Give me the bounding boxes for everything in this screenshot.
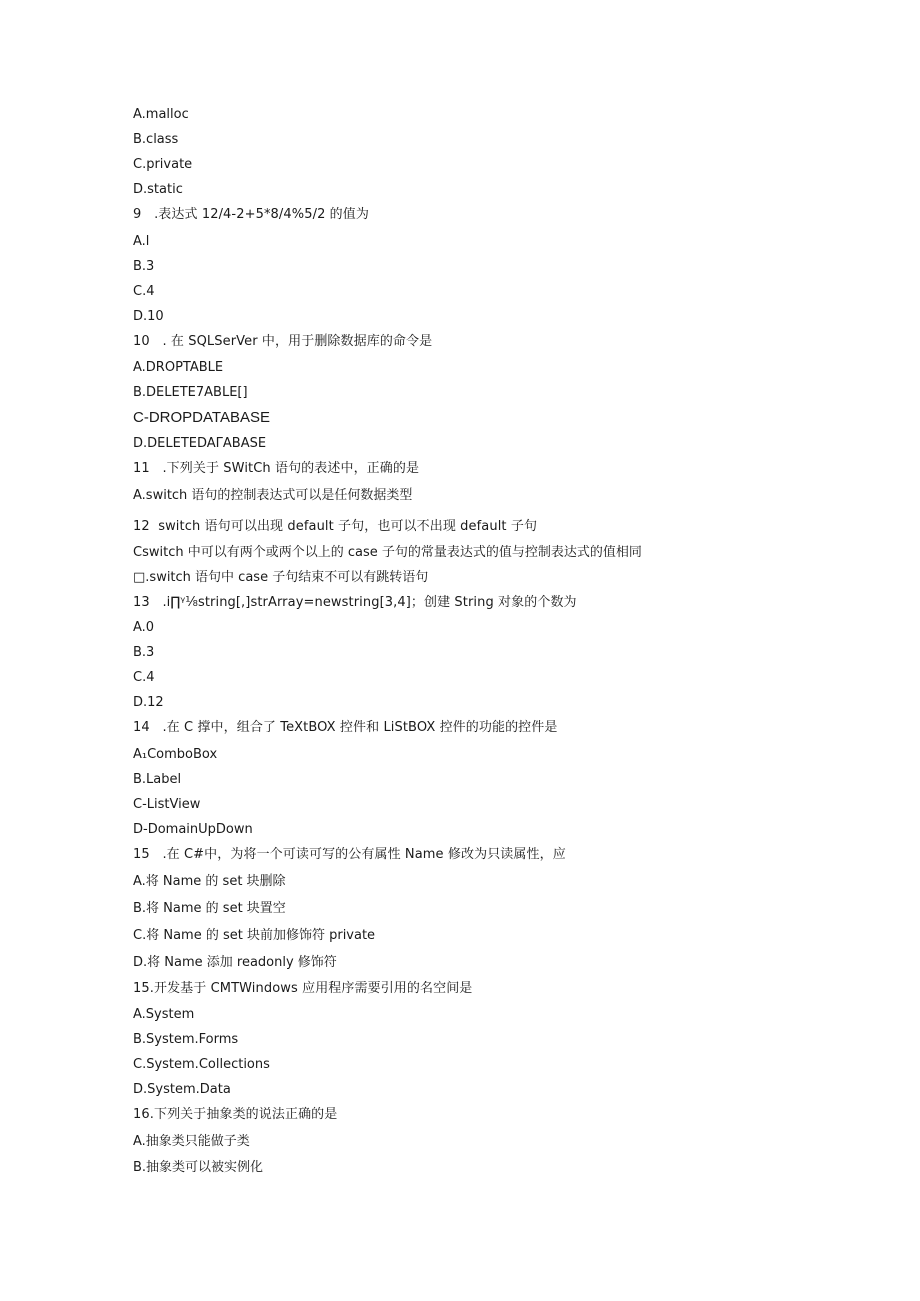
option-line: C.System.Collections — [133, 1057, 270, 1072]
option-line: C.将 Name 的 set 块前加修饰符 private — [133, 928, 376, 943]
option-line: C.private — [133, 157, 193, 172]
question-line: 14 .在 C 撑中，组合了 TeXtBOX 控件和 LiStBOX 控件的功能的控件是 — [133, 720, 558, 735]
question-line: 13 .i∏ᵞ⅛string[,]strArray=newstring[3,4]；创建 String 对象的个数为 — [133, 595, 577, 610]
option-line: D.将 Name 添加 readonly 修饰符 — [133, 955, 337, 970]
question-line: 12 switch 语句可以出现 default 子句，也可以不出现 default 子句 — [133, 519, 538, 534]
option-line: A.switch 语句的控制表达式可以是任何数据类型 — [133, 488, 413, 503]
option-line: A.System — [133, 1007, 195, 1022]
option-line: B.抽象类可以被实例化 — [133, 1160, 264, 1175]
option-line: B.Label — [133, 772, 182, 787]
option-line: A.l — [133, 234, 150, 249]
option-line: C-ListView — [133, 797, 201, 812]
option-line: D.static — [133, 182, 183, 197]
option-line: B.将 Name 的 set 块置空 — [133, 901, 286, 916]
option-line: A.抽象类只能做子类 — [133, 1134, 250, 1149]
option-line: A.DROPTABLE — [133, 360, 224, 375]
option-line: A.malloc — [133, 107, 189, 122]
question-line: 15.开发基于 CMTWindows 应用程序需要引用的名空间是 — [133, 981, 473, 996]
option-line: D.12 — [133, 695, 164, 710]
question-line: 10 . 在 SQLSerVer 中，用于删除数据库的命令是 — [133, 334, 433, 349]
option-line: B.DELETE7ABLE[] — [133, 385, 248, 400]
option-line: C.4 — [133, 284, 155, 299]
question-line: 9 .表达式 12/4-2+5*8/4%5/2 的值为 — [133, 207, 369, 222]
option-line: A₁ComboBox — [133, 747, 218, 762]
option-line: B.class — [133, 132, 179, 147]
question-line: 11 .下列关于 SWitCh 语句的表述中，正确的是 — [133, 461, 420, 476]
option-line: C.4 — [133, 670, 155, 685]
question-line: 15 .在 C#中，为将一个可读可写的公有属性 Name 修改为只读属性，应 — [133, 847, 566, 862]
question-line: 16.下列关于抽象类的说法正确的是 — [133, 1107, 338, 1122]
option-line: A.将 Name 的 set 块删除 — [133, 874, 286, 889]
option-line: D.DELETEDAΓABASE — [133, 436, 267, 451]
option-line: B.3 — [133, 259, 155, 274]
option-line: D-DomainUpDown — [133, 822, 253, 837]
option-line: B.System.Forms — [133, 1032, 239, 1047]
option-line: C-DROPDATABASE — [133, 409, 270, 426]
option-line: B.3 — [133, 645, 155, 660]
option-line: □.switch 语句中 case 子句结束不可以有跳转语句 — [133, 570, 429, 585]
option-line: Cswitch 中可以有两个或两个以上的 case 子句的常量表达式的值与控制表达式的值相同 — [133, 545, 642, 560]
option-line: A.0 — [133, 620, 155, 635]
option-line: D.10 — [133, 309, 164, 324]
option-line: D.System.Data — [133, 1082, 231, 1097]
